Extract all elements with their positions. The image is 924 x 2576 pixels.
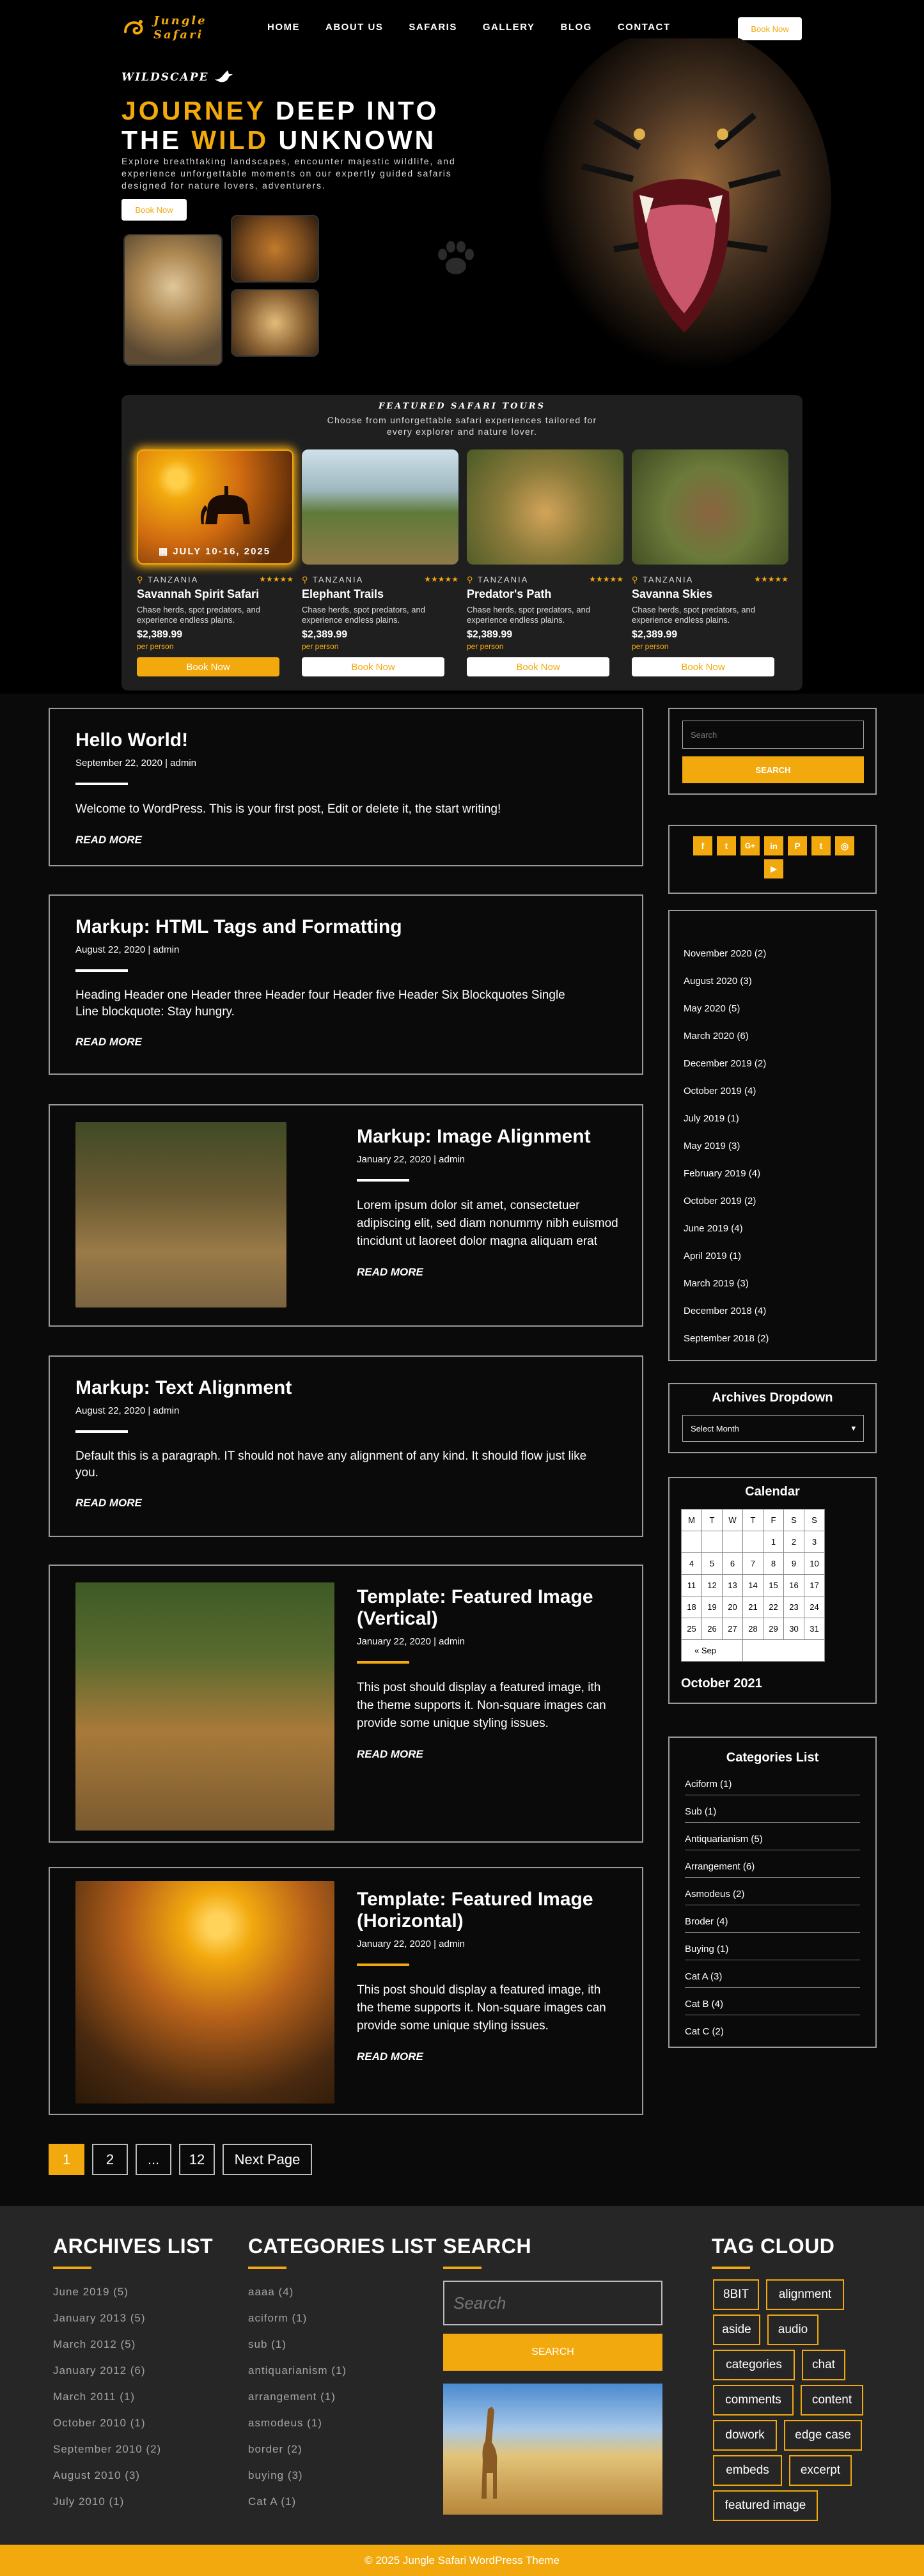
tour-price: $2,389.99 <box>137 629 183 640</box>
nav-gallery[interactable]: GALLERY <box>482 22 535 33</box>
footer-archive-link[interactable]: March 2012 (5) <box>53 2338 136 2350</box>
footer-archive-link[interactable]: August 2010 (3) <box>53 2469 140 2481</box>
tour-card[interactable] <box>467 449 623 676</box>
cal-day: 1 <box>763 1531 784 1553</box>
sidebar-search-button[interactable]: SEARCH <box>682 756 864 783</box>
footer-archive-link[interactable]: June 2019 (5) <box>53 2286 129 2298</box>
sidebar-categories <box>668 1737 877 2048</box>
category-link[interactable]: Aciform (1) <box>685 1779 860 1795</box>
cal-head: S <box>784 1510 804 1531</box>
cal-day: 9 <box>784 1553 804 1575</box>
tag-link[interactable]: comments <box>713 2385 794 2416</box>
tour-book-button[interactable]: Book Now <box>302 657 444 676</box>
cal-day: 4 <box>682 1553 702 1575</box>
post-meta: September 22, 2020 | admin <box>75 758 197 769</box>
wildscape-text: WILDSCAPE <box>121 71 209 84</box>
tag-link[interactable]: dowork <box>713 2420 777 2451</box>
hero-book-button[interactable]: Book Now <box>121 199 187 221</box>
post-meta: August 22, 2020 | admin <box>75 944 180 955</box>
category-link[interactable]: Antiquarianism (5) <box>685 1834 860 1850</box>
category-link[interactable]: Asmodeus (2) <box>685 1889 860 1905</box>
post-divider <box>75 783 128 785</box>
instagram-icon[interactable]: ◎ <box>835 836 854 855</box>
giraffe-silhouette-icon <box>469 2403 507 2505</box>
post-divider <box>357 1963 409 1966</box>
read-more-link[interactable]: READ MORE <box>75 1036 142 1048</box>
cal-day: 27 <box>723 1618 743 1640</box>
post-excerpt: Heading Header one Header three Header four Header five Header Six Blockquotes Single Line blockquote: Stay hungry. <box>75 988 565 1019</box>
footer-tags-title: TAG CLOUD <box>712 2235 835 2258</box>
dropdown-title: Archives Dropdown <box>712 1391 833 1405</box>
post-divider <box>75 1430 128 1433</box>
nav-contact[interactable]: CONTACT <box>617 22 671 33</box>
sidebar-archives <box>668 910 877 1361</box>
location-pin-icon: ⚲ <box>302 575 309 584</box>
post-excerpt: Default this is a paragraph. IT should not have any alignment of any kind. It should flow just like you. <box>75 1449 587 1479</box>
tour-book-button[interactable]: Book Now <box>632 657 774 676</box>
archive-link[interactable]: June 2019 (4) <box>684 1223 743 1234</box>
tag-link[interactable]: alignment <box>766 2279 844 2310</box>
paw-icon <box>434 237 478 281</box>
tour-name: Savannah Spirit Safari <box>137 588 260 600</box>
nav-about[interactable]: ABOUT US <box>325 22 384 33</box>
tiger-family-image <box>75 1582 334 1831</box>
post-divider <box>357 1179 409 1182</box>
tour-price: $2,389.99 <box>632 629 678 640</box>
cal-day: 31 <box>804 1618 825 1640</box>
post-card <box>49 1565 643 1843</box>
sidebar-calendar <box>668 1477 877 1704</box>
nav-blog[interactable]: BLOG <box>560 22 592 33</box>
calendar-table <box>681 1509 825 1662</box>
category-link[interactable]: Cat C (2) <box>685 2026 724 2037</box>
tour-per: per person <box>302 642 339 651</box>
nav-safaris[interactable]: SAFARIS <box>409 22 457 33</box>
cal-day: 3 <box>804 1531 825 1553</box>
archive-link[interactable]: March 2020 (6) <box>684 1031 749 1042</box>
post-meta: January 22, 2020 | admin <box>357 1636 466 1647</box>
tours-subtitle: Choose from unforgettable safari experiences tailored for every explorer and nature lover. <box>327 415 597 437</box>
cal-day: 29 <box>763 1618 784 1640</box>
cal-day <box>723 1531 743 1553</box>
cal-day: 5 <box>702 1553 723 1575</box>
archive-link[interactable]: September 2018 (2) <box>684 1333 769 1344</box>
tiger-logo-icon <box>121 15 147 41</box>
cal-day: 25 <box>682 1618 702 1640</box>
archive-link[interactable]: July 2019 (1) <box>684 1113 739 1124</box>
tour-name: Elephant Trails <box>302 588 384 600</box>
post-meta: August 22, 2020 | admin <box>75 1405 180 1416</box>
hero-description: Explore breathtaking landscapes, encounter majestic wildlife, and experience unforgettable moments on our expertly guided safaris designed for nature lovers, adventurers. <box>121 156 456 191</box>
rating-stars: ★★★★★ <box>754 575 788 584</box>
tour-card[interactable] <box>302 449 458 676</box>
cal-day <box>702 1531 723 1553</box>
tour-location: TANZANIA <box>312 575 364 584</box>
post-card <box>49 708 643 866</box>
location-pin-icon: ⚲ <box>632 575 639 584</box>
footer-category-link[interactable]: Cat A (1) <box>248 2495 297 2508</box>
logo-line-2: Safari <box>153 28 204 42</box>
tour-price: $2,389.99 <box>467 629 513 640</box>
tour-text: Chase herds, spot predators, and experience endless plains. <box>302 605 425 625</box>
footer-title-bar <box>53 2267 91 2269</box>
cal-day: 21 <box>743 1596 763 1618</box>
cal-day: 7 <box>743 1553 763 1575</box>
hero-title-the: THE <box>121 125 192 155</box>
logo-line-1: Jungle <box>153 14 207 27</box>
cal-head: T <box>743 1510 763 1531</box>
page-dots: ... <box>136 2144 171 2175</box>
roaring-lion-photo <box>231 289 319 357</box>
tour-name: Predator's Path <box>467 588 552 600</box>
post-title[interactable]: Hello World! <box>75 730 189 751</box>
wildscape-label <box>121 69 234 86</box>
tag-link[interactable]: audio <box>767 2314 818 2345</box>
sidebar-social <box>668 825 877 894</box>
main-nav <box>267 22 671 33</box>
rating-stars: ★★★★★ <box>589 575 623 584</box>
hero-title-journey: JOURNEY <box>121 96 266 125</box>
tiger-cub-image <box>75 1122 286 1308</box>
footer-archive-link[interactable]: October 2010 (1) <box>53 2417 146 2429</box>
post-title[interactable]: Template: Featured Image (Horizontal) <box>357 1889 593 1932</box>
cal-day: 18 <box>682 1596 702 1618</box>
tag-link[interactable]: content <box>801 2385 863 2416</box>
footer-title-bar <box>248 2267 286 2269</box>
month-select[interactable] <box>682 1415 864 1442</box>
post-card <box>49 1867 643 2115</box>
sidebar-archives-dropdown <box>668 1383 877 1453</box>
footer-category-link[interactable]: aaaa (4) <box>248 2286 294 2298</box>
categories-title: Categories List <box>726 1751 819 1765</box>
cal-day: 10 <box>804 1553 825 1575</box>
tag-link[interactable]: chat <box>802 2350 845 2380</box>
hero-title-unknown: UNKNOWN <box>269 125 437 155</box>
pagination <box>49 2144 312 2175</box>
lion-photo <box>123 234 223 366</box>
post-title[interactable]: Markup: HTML Tags and Formatting <box>75 916 402 937</box>
tour-text: Chase herds, spot predators, and experience endless plains. <box>632 605 755 625</box>
tour-text: Chase herds, spot predators, and experience endless plains. <box>137 605 260 625</box>
lion-safari-image <box>75 1881 334 2104</box>
footer-category-link[interactable]: antiquarianism (1) <box>248 2364 347 2377</box>
tour-text: Chase herds, spot predators, and experience endless plains. <box>467 605 590 625</box>
location-pin-icon: ⚲ <box>137 575 145 584</box>
footer-archive-link[interactable]: January 2012 (6) <box>53 2364 146 2377</box>
facebook-icon[interactable]: f <box>693 836 712 855</box>
footer-search-input[interactable] <box>443 2281 662 2325</box>
site-footer <box>0 2206 924 2545</box>
page-2[interactable]: 2 <box>92 2144 128 2175</box>
post-excerpt: This post should display a featured image, ith the theme supports it. Non-square images can provide some unique styling issues. <box>357 1983 606 2033</box>
pinterest-icon[interactable]: P <box>788 836 807 855</box>
archive-link[interactable]: October 2019 (2) <box>684 1196 756 1206</box>
footer-archive-link[interactable]: July 2010 (1) <box>53 2495 125 2508</box>
tag-link[interactable]: 8BIT <box>713 2279 759 2310</box>
page-12[interactable]: 12 <box>179 2144 215 2175</box>
tour-card[interactable] <box>632 449 788 676</box>
cal-head: S <box>804 1510 825 1531</box>
giraffe-safari-image <box>443 2384 662 2515</box>
giraffe-image <box>302 449 458 565</box>
read-more-link[interactable]: READ MORE <box>357 1266 423 1278</box>
read-more-link[interactable]: READ MORE <box>75 1497 142 1509</box>
cal-day <box>743 1531 763 1553</box>
cal-head: T <box>702 1510 723 1531</box>
sunset-elephant-image <box>137 449 294 565</box>
calendar-title: Calendar <box>745 1485 800 1499</box>
cal-day: 26 <box>702 1618 723 1640</box>
hero-section <box>0 0 924 694</box>
read-more-link[interactable]: READ MORE <box>357 2050 423 2063</box>
archive-link[interactable]: April 2019 (1) <box>684 1251 742 1261</box>
linkedin-icon[interactable]: in <box>764 836 783 855</box>
page-1[interactable]: 1 <box>49 2144 84 2175</box>
tour-price: $2,389.99 <box>302 629 348 640</box>
tour-per: per person <box>137 642 174 651</box>
tumblr-icon[interactable]: t <box>811 836 831 855</box>
footer-category-link[interactable]: aciform (1) <box>248 2312 308 2324</box>
tour-card[interactable] <box>137 449 294 676</box>
tour-location: TANZANIA <box>477 575 529 584</box>
footer-title-bar <box>443 2267 482 2269</box>
roaring-tiger-image <box>512 38 831 384</box>
cal-day: 19 <box>702 1596 723 1618</box>
sidebar-search <box>668 708 877 795</box>
category-link[interactable]: Buying (1) <box>685 1944 860 1960</box>
post-excerpt: This post should display a featured image, ith the theme supports it. Non-square images can provide some unique styling issues. <box>357 1681 606 1730</box>
post-title[interactable]: Markup: Image Alignment <box>357 1126 591 1147</box>
site-logo[interactable] <box>121 14 207 42</box>
category-link[interactable]: Sub (1) <box>685 1806 860 1823</box>
footer-search-title: SEARCH <box>443 2235 532 2258</box>
footer-archives-title: ARCHIVES LIST <box>53 2235 214 2258</box>
tour-location: TANZANIA <box>642 575 694 584</box>
cal-day: 16 <box>784 1575 804 1596</box>
tag-link[interactable]: embeds <box>713 2455 782 2486</box>
cal-head: F <box>763 1510 784 1531</box>
tag-link[interactable]: aside <box>713 2314 760 2345</box>
post-card <box>49 1355 643 1537</box>
archive-link[interactable]: October 2019 (4) <box>684 1086 756 1097</box>
nav-home[interactable]: HOME <box>267 22 300 33</box>
cal-day: 6 <box>723 1553 743 1575</box>
footer-search-button[interactable]: SEARCH <box>443 2334 662 2371</box>
post-excerpt: Welcome to WordPress. This is your first post, Edit or delete it, the start writing! <box>75 802 501 816</box>
rating-stars: ★★★★★ <box>259 575 294 584</box>
category-link[interactable]: Cat B (4) <box>685 1999 860 2015</box>
footer-category-link[interactable]: asmodeus (1) <box>248 2417 322 2429</box>
calendar-icon: ▦ <box>159 546 169 557</box>
read-more-link[interactable]: READ MORE <box>75 834 142 846</box>
cal-day <box>682 1531 702 1553</box>
archive-link[interactable]: March 2019 (3) <box>684 1278 749 1289</box>
tour-book-button[interactable]: Book Now <box>137 657 279 676</box>
archive-link[interactable]: August 2020 (3) <box>684 976 752 987</box>
tour-date: JULY 10-16, 2025 <box>173 545 271 557</box>
archive-link[interactable]: November 2020 (2) <box>684 948 767 959</box>
cal-day: 24 <box>804 1596 825 1618</box>
calendar-month: October 2021 <box>681 1676 762 1690</box>
hero-title-deep: DEEP INTO <box>265 96 439 125</box>
header-book-button[interactable]: Book Now <box>738 17 802 40</box>
tour-per: per person <box>632 642 669 651</box>
tag-link[interactable]: edge case <box>784 2420 862 2451</box>
footer-category-link[interactable]: buying (3) <box>248 2469 303 2481</box>
tour-name: Savanna Skies <box>632 588 713 600</box>
post-meta: January 22, 2020 | admin <box>357 1154 466 1165</box>
cal-day: 12 <box>702 1575 723 1596</box>
footer-categories-title: CATEGORIES LIST <box>248 2235 437 2258</box>
post-divider <box>75 969 128 972</box>
footer-category-link[interactable]: arrangement (1) <box>248 2391 336 2403</box>
footer-archive-link[interactable]: September 2010 (2) <box>53 2443 162 2455</box>
cal-day: 30 <box>784 1618 804 1640</box>
google-plus-icon[interactable]: G+ <box>740 836 760 855</box>
cal-head: M <box>682 1510 702 1531</box>
read-more-link[interactable]: READ MORE <box>357 1748 423 1760</box>
featured-tours <box>121 395 803 691</box>
post-card <box>49 1104 643 1327</box>
cal-day: 11 <box>682 1575 702 1596</box>
tour-per: per person <box>467 642 504 651</box>
location-pin-icon: ⚲ <box>467 575 474 584</box>
cal-day: 14 <box>743 1575 763 1596</box>
cal-day: 28 <box>743 1618 763 1640</box>
cal-day: 17 <box>804 1575 825 1596</box>
elephant-silhouette-icon <box>199 486 256 531</box>
cal-day: 2 <box>784 1531 804 1553</box>
tour-book-button[interactable]: Book Now <box>467 657 609 676</box>
archive-link[interactable]: December 2018 (4) <box>684 1306 767 1316</box>
cal-day: 22 <box>763 1596 784 1618</box>
next-page-link[interactable]: Next Page <box>223 2144 312 2175</box>
hero-title-wild: WILD <box>191 125 269 155</box>
post-card <box>49 894 643 1075</box>
month-select-value: Select Month <box>691 1423 739 1433</box>
tag-link[interactable]: categories <box>713 2350 795 2380</box>
cal-day: 8 <box>763 1553 784 1575</box>
post-title[interactable]: Template: Featured Image (Vertical) <box>357 1586 593 1629</box>
archive-link[interactable]: February 2019 (4) <box>684 1168 761 1179</box>
category-link[interactable]: Broder (4) <box>685 1916 860 1933</box>
archive-link[interactable]: December 2019 (2) <box>684 1058 767 1069</box>
cal-day: 20 <box>723 1596 743 1618</box>
footer-title-bar <box>712 2267 750 2269</box>
footer-archive-link[interactable]: March 2011 (1) <box>53 2391 136 2403</box>
cal-day: 15 <box>763 1575 784 1596</box>
cal-day: 13 <box>723 1575 743 1596</box>
twitter-icon[interactable]: t <box>717 836 736 855</box>
post-meta: January 22, 2020 | admin <box>357 1939 466 1949</box>
archive-link[interactable]: May 2019 (3) <box>684 1141 740 1151</box>
footer-category-link[interactable]: sub (1) <box>248 2338 286 2350</box>
bird-icon <box>214 69 234 86</box>
post-title[interactable]: Markup: Text Alignment <box>75 1377 292 1398</box>
post-excerpt: Lorem ipsum dolor sit amet, consectetuer adipiscing elit, sed diam nonummy nibh euismod tincidunt ut laoreet dolor magna aliquam erat <box>357 1199 618 1248</box>
category-link[interactable]: Arrangement (6) <box>685 1861 860 1878</box>
bear-image <box>632 449 788 565</box>
post-divider <box>357 1661 409 1664</box>
tours-title: FEATURED SAFARI TOURS <box>378 402 545 411</box>
tiger-photo <box>231 215 319 283</box>
tag-link[interactable]: featured image <box>713 2490 818 2521</box>
cal-prev-link[interactable]: « Sep <box>682 1640 743 1662</box>
copyright-bar: © 2025 Jungle Safari WordPress Theme <box>0 2545 924 2576</box>
caret-down-icon: ▾ <box>851 1423 856 1433</box>
sidebar-search-input[interactable] <box>682 721 864 749</box>
rating-stars: ★★★★★ <box>424 575 458 584</box>
archive-link[interactable]: May 2020 (5) <box>684 1003 740 1014</box>
footer-archive-link[interactable]: January 2013 (5) <box>53 2312 146 2324</box>
footer-category-link[interactable]: border (2) <box>248 2443 302 2455</box>
hero-title <box>121 96 439 155</box>
category-link[interactable]: Cat A (3) <box>685 1971 860 1988</box>
youtube-icon[interactable]: ▶ <box>764 859 783 878</box>
tag-link[interactable]: excerpt <box>789 2455 852 2486</box>
tour-location: TANZANIA <box>147 575 199 584</box>
cal-head: W <box>723 1510 743 1531</box>
cheetah-image <box>467 449 623 565</box>
cal-day: 23 <box>784 1596 804 1618</box>
